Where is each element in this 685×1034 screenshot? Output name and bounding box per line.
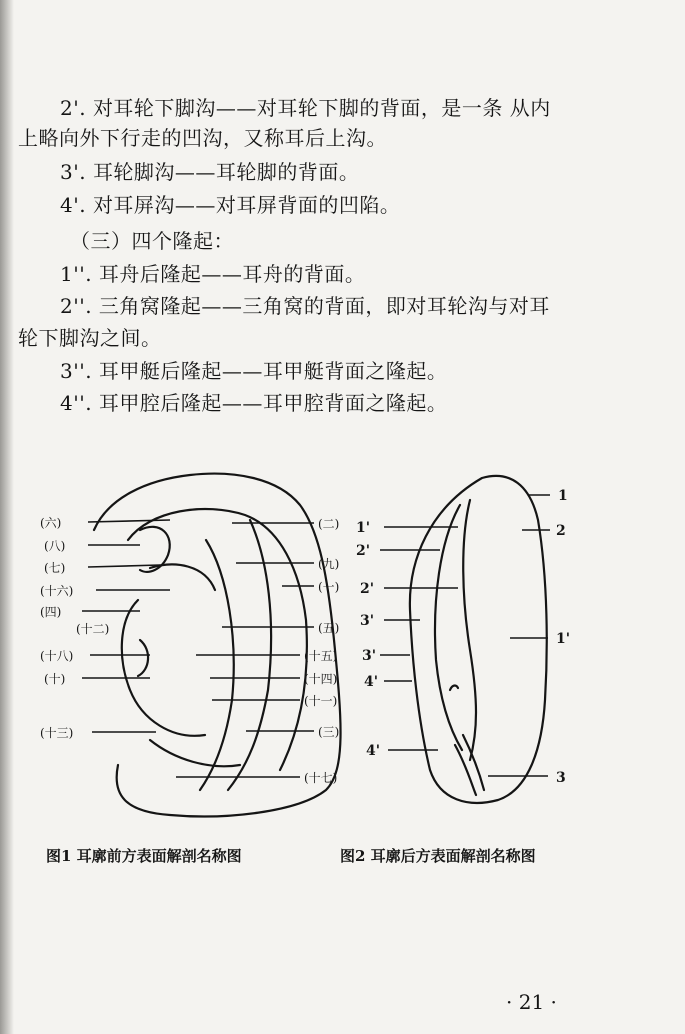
fig1-label-l3: (七) bbox=[44, 561, 66, 575]
text-line-7: 2''. 三角窝隆起——三角窝的背面，即对耳轮沟与对耳 bbox=[60, 294, 550, 318]
fig1-label-r3: (一) bbox=[318, 580, 340, 594]
fig2-label-l7: 4' bbox=[366, 743, 381, 759]
text-line-2: 上略向外下行走的凹沟，又称耳后上沟。 bbox=[18, 126, 387, 150]
fig1-label-l2: (八) bbox=[44, 539, 66, 553]
fig1-label-l6: (十二) bbox=[76, 622, 110, 636]
fig2-label-r3: 1' bbox=[556, 631, 571, 647]
lobule-curve bbox=[150, 740, 240, 766]
figure2-ear-back-drawing bbox=[410, 476, 547, 803]
fig1-label-r6: (十四) bbox=[304, 672, 338, 686]
ear-anatomy-figures bbox=[0, 460, 685, 840]
text-line-3: 3'. 耳轮脚沟——耳轮脚的背面。 bbox=[60, 160, 360, 184]
fig1-label-r9: (十七) bbox=[304, 771, 338, 785]
figure1-caption: 图1 耳廓前方表面解剖名称图 bbox=[46, 847, 242, 865]
text-line-9: 3''. 耳甲艇后隆起——耳甲艇背面之隆起。 bbox=[60, 359, 448, 383]
fig1-label-l4: (十六) bbox=[40, 584, 74, 598]
fig1-label-l7: (十八) bbox=[40, 649, 74, 663]
fig1-label-l9: (十三) bbox=[40, 726, 74, 740]
fig1-label-l1: (六) bbox=[40, 516, 62, 530]
fig1-label-l5: (四) bbox=[40, 605, 62, 619]
figure1-ear-front-drawing bbox=[94, 474, 341, 817]
text-line-10: 4''. 耳甲腔后隆起——耳甲腔背面之隆起。 bbox=[60, 391, 448, 415]
ear-back-groove bbox=[435, 505, 462, 750]
crus-of-helix bbox=[150, 564, 215, 590]
ear-back-ridge bbox=[463, 500, 476, 760]
fig2-label-l1: 1' bbox=[356, 520, 371, 536]
fig1-label-r7: (十一) bbox=[304, 694, 338, 708]
text-line-1: 2'. 对耳轮下脚沟——对耳轮下脚的背面，是一条 从内 bbox=[60, 96, 551, 120]
figure1-labels bbox=[40, 516, 339, 785]
fig1-label-r1: (二) bbox=[318, 517, 340, 531]
fig2-label-l4: 3' bbox=[360, 613, 375, 629]
fig1-label-r4: (五) bbox=[318, 621, 340, 635]
fig2-label-l6: 4' bbox=[364, 674, 379, 690]
text-line-4: 4'. 对耳屏沟——对耳屏背面的凹陷。 bbox=[60, 193, 401, 217]
figure2-caption: 图2 耳廓后方表面解剖名称图 bbox=[340, 847, 536, 865]
fig1-label-l8: (十) bbox=[44, 672, 66, 686]
fig2-label-r4: 3 bbox=[556, 770, 566, 786]
antihelix-crus bbox=[200, 540, 234, 790]
fig2-label-l5: 3' bbox=[362, 648, 377, 664]
figure2-labels bbox=[356, 488, 570, 786]
fig1-label-r5: (十五) bbox=[304, 649, 338, 663]
concha-outline bbox=[122, 600, 205, 736]
figure1-leader-lines bbox=[82, 520, 314, 777]
fig2-label-l2: 2' bbox=[356, 543, 371, 559]
text-line-6: 1''. 耳舟后隆起——耳舟的背面。 bbox=[60, 262, 366, 286]
ear-back-outline bbox=[410, 476, 547, 803]
text-line-8: 轮下脚沟之间。 bbox=[18, 326, 162, 350]
text-line-5-heading: （三）四个隆起： bbox=[70, 229, 234, 253]
fig1-label-r2: (九) bbox=[318, 557, 340, 571]
ear-back-mark bbox=[450, 686, 458, 690]
fig1-label-r8: (三) bbox=[318, 725, 340, 739]
fig2-label-l3: 2' bbox=[360, 581, 375, 597]
tragus-bump bbox=[138, 640, 148, 676]
page-number: · 21 · bbox=[506, 990, 557, 1014]
fig2-label-r1: 1 bbox=[558, 488, 568, 504]
fig2-label-r2: 2 bbox=[556, 523, 566, 539]
